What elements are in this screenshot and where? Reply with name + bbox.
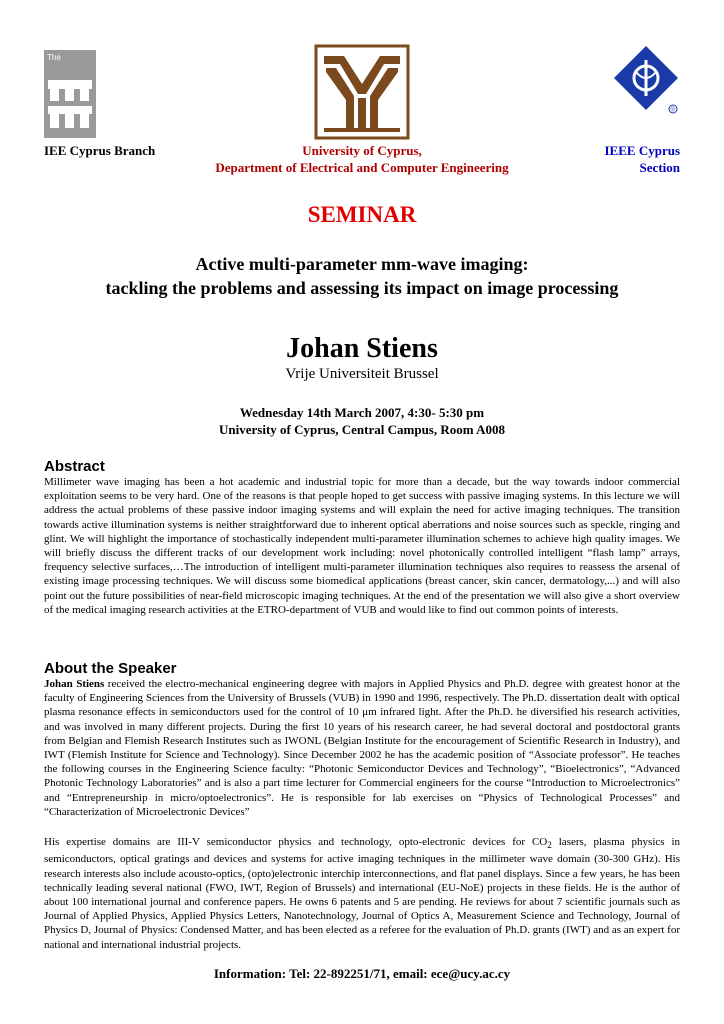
event-date: Wednesday 14th March 2007, 4:30- 5:30 pm [239, 405, 485, 420]
speaker-affiliation: Vrije Universiteit Brussel [285, 366, 439, 382]
iee-logo-text: The [47, 53, 61, 62]
registered-mark: ® [670, 107, 675, 114]
talk-title-line1: Active multi-parameter mm-wave imaging: [195, 254, 529, 274]
event-details [0, 404, 724, 438]
speaker-bio-text-2b: lasers, plasma physics in semiconductors, optical gratings and devices and systems for active imaging techniques in the millimeter wave domain (30-300 GHz). His research interests also include acousto-optics, (opto)electronic interchip interconnections, and flat panel displays. Since a few years, he has been technically leading several national (FWO, IWT, Region of Brussels) and international (EU-NoE) projects in these fields. He is the author of about 100 international journal and conference papers. He owns 6 patents and 5 are pending. He reviews for about 7 scientific journals such as Journal of Applied Physics, Applied Physics Letters, Nanotechnology, Journal of Optics A, Measurement Science and Technology, Journal of Physics D, Journal of Physics: Condensed Matter, and has been elected as a referee for the evaluation of Ph.D. grants (IWT) and as an expert for national and international industrial projects. [44, 836, 681, 951]
header-ieee-section [605, 142, 681, 176]
speaker-bio-text-2a: His expertise domains are III-V semiconductor physics and technology, opto-electronic devices for CO [44, 836, 548, 848]
iee-logo [44, 50, 96, 138]
header-ieee-line1: IEEE Cyprus [604, 143, 680, 158]
speaker-bio-paragraph-2 [44, 835, 680, 952]
talk-title-line2: tackling the problems and assessing its impact on image processing [105, 278, 619, 298]
header-university-name: University of Cyprus, [302, 143, 422, 158]
speaker-bio-text-1: received the electro-mechanical engineering degree with majors in Applied Physics and Ph.D. degree with greatest honor at the faculty of Engineering Sciences from the University of Brussels (VUB) in 1990 and 1996, respectively. The Ph.D. dissertation dealt with optical plasma resonance effects in semiconductors used for the control of 10 μm infrared light. After the Ph.D. he diversified his research activities, and was involved in many different projects. During the first 10 years of his research career, he had several doctoral and postdoctoral grants from Belgian and Flemish Research Institutes such as IWONL (Belgian Institute for the encouragement of Scientific Research in Industry), and IWT (Flemish Institute for Science and Technology). Since December 2002 he has the academic position of “Associate professor”. He teaches the following courses in the Engineering Science faculty: “Photonic Semiconductor Devices and Technology”, “Bioelectronics”, “Advanced Photonic Technology Laboratories” and is also a part time lecturer for Commercial engineers for the course “Introduction to Microelectronics” and “Entrepreneurship in micro/optoelectronics”. He is responsible for lab exercises on “Physics of Technological Processes” and “Characterization of Microelectronic Devices” [44, 678, 680, 818]
header-department: Department of Electrical and Computer Engineering [215, 160, 509, 175]
speaker-bio-paragraph-1 [44, 677, 680, 819]
seminar-title: SEMINAR [307, 202, 417, 227]
abstract-heading: Abstract [44, 458, 105, 475]
header-iee-branch: IEE Cyprus Branch [44, 143, 156, 158]
abstract-text: Millimeter wave imaging has been a hot academic and industrial topic for more than a decade, but the way towards indoor commercial exploitation seems to be very hard. One of the reasons is that people hoped to get success with passive imaging systems. In this lecture we will address the actual problems of these passive indoor imaging systems and will explain the need for active imaging techniques. The transition towards active illumination systems is neither straightforward due to inherent optical aberrations and noise sources such as speckle, ringing and glint. We will highlight the importance of stochastically independent multi-parameter illumination schemes to achieve high quality images. We will briefly discuss the different tracks of our development work including: novel photonically controlled intelligent “flash lamp” arrays, frequency selective surfaces,…The introduction of intelligent multi-parameter illumination techniques also requires to reassess the arsenal of existing image processing techniques. We will discuss some biomedical applications (breast cancer, skin cancer, dermatology,...) and will also point out the future possibilities of near-field microscopic imaging techniques. At the end of the presentation we will also give a short overview of the medical imaging research activities at the ETRO-department of VUB and would like to find out common points of interests. [44, 476, 680, 616]
event-venue: University of Cyprus, Central Campus, Room A008 [219, 422, 505, 437]
contact-information: Information: Tel: 22-892251/71, email: ece@ucy.ac.cy [213, 966, 511, 981]
talk-title [0, 252, 724, 300]
university-of-cyprus-logo [314, 44, 410, 140]
about-speaker-heading: About the Speaker [44, 660, 177, 677]
speaker-bio-name: Johan Stiens [44, 678, 105, 690]
ieee-logo [612, 44, 680, 116]
speaker-name: Johan Stiens [286, 333, 438, 364]
speaker-bio-subscript: 2 [547, 840, 552, 851]
header-ieee-line2: Section [639, 160, 680, 175]
